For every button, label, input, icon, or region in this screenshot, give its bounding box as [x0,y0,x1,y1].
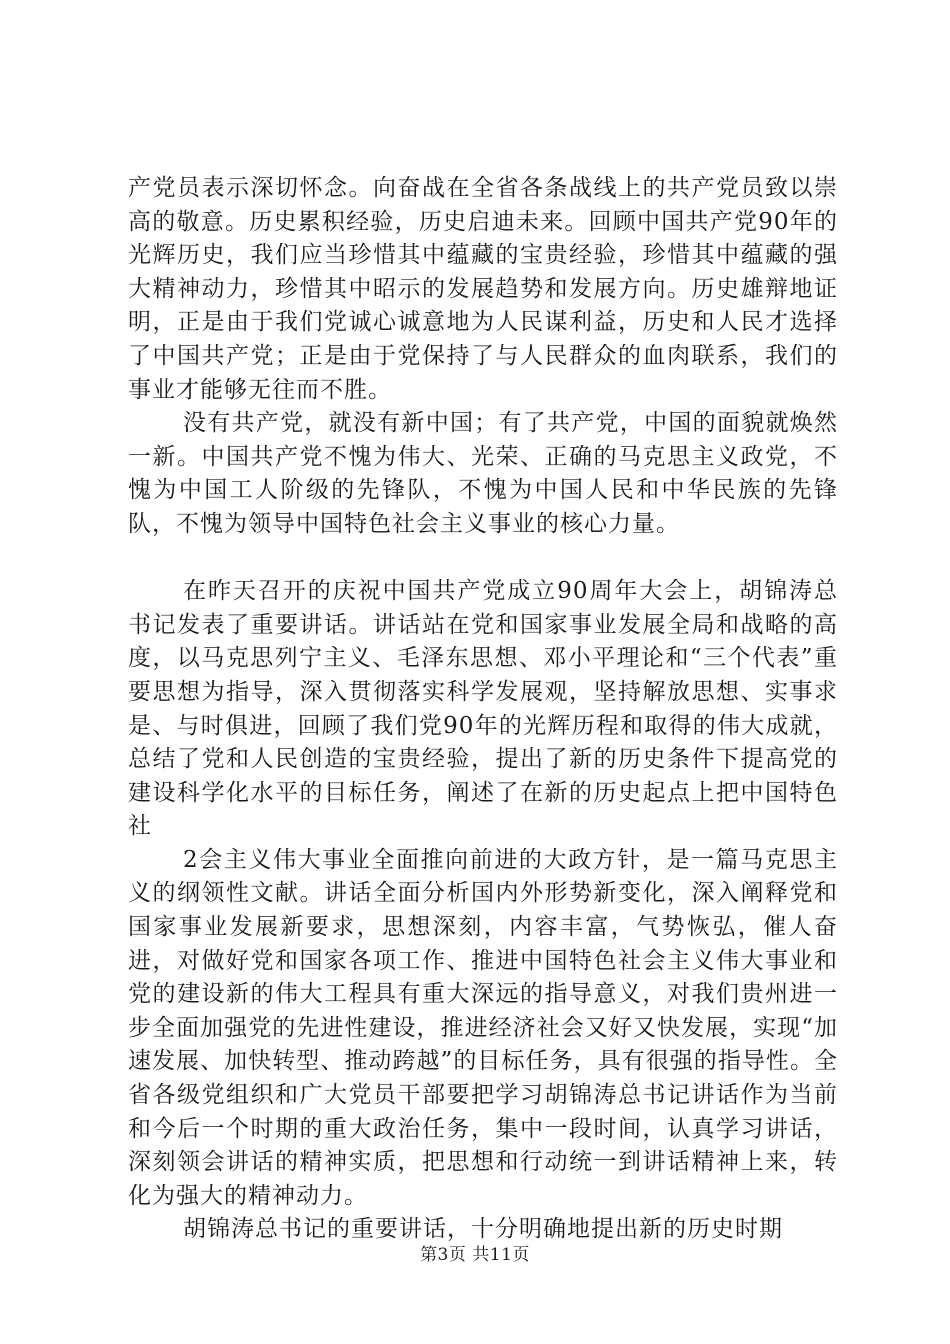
paragraph-gap [128,542,838,576]
paragraph-speech-requirements: 胡锦涛总书记的重要讲话，十分明确地提出新的历史时期 [183,1216,783,1243]
page-footer: 第3页 共11页 [420,1245,530,1265]
paragraph-continued: 产党员表示深切怀念。向奋战在全省各条战线上的共产党员致以崇高的敬意。历史累积经验，历史启迪未来。回顾中国共产党90年的光辉历史，我们应当珍惜其中蕴藏的宝贵经验，珍惜其中蕴藏的强大精神动力，珍惜其中昭示的发展趋势和发展方向。历史雄辩地证明，正是由于我们党诚心诚意地为人民谋利益，历史和人民才选择了中国共产党；正是由于党保持了与人民群众的血肉联系，我们的事业才能够无往而不胜。 [128,175,838,403]
document-body [128,172,838,1247]
paragraph-new-china: 没有共产党，就没有新中国；有了共产党，中国的面貌就焕然一新。中国共产党不愧为伟大、光荣、正确的马克思主义政党，不愧为中国工人阶级的先锋队，不愧为中国人民和中华民族的先锋队，不愧为领导中国特色社会主义事业的核心力量。 [128,410,838,537]
paragraph-speech-intro: 在昨天召开的庆祝中国共产党成立90周年大会上，胡锦涛总书记发表了重要讲话。讲话站在党和国家事业发展全局和战略的高度，以马克思列宁主义、毛泽东思想、邓小平理论和“三个代表”重要思想为指导，深入贯彻落实科学发展观，坚持解放思想、实事求是、与时俱进，回顾了我们党90年的光辉历程和取得的伟大成就，总结了党和人民创造的宝贵经验，提出了新的历史条件下提高党的建设科学化水平的目标任务，阐述了在新的历史起点上把中国特色社 [128,578,838,840]
paragraph-speech-significance: 2会主义伟大事业全面推向前进的大政方针，是一篇马克思主义的纲领性文献。讲话全面分析国内外形势新变化，深入阐释党和国家事业发展新要求，思想深刻，内容丰富，气势恢弘，催人奋进，对做好党和国家各项工作、推进中国特色社会主义伟大事业和党的建设新的伟大工程具有重大深远的指导意义，对我们贵州进一步全面加强党的先进性建设，推进经济社会又好又快发展，实现“加速发展、加快转型、推动跨越”的目标任务，具有很强的指导性。全省各级党组织和广大党员干部要把学习胡锦涛总书记讲话作为当前和今后一个时期的重大政治任务，集中一段时间，认真学习讲话，深刻领会讲话的精神实质，把思想和行动统一到讲话精神上来，转化为强大的精神动力。 [128,846,838,1209]
